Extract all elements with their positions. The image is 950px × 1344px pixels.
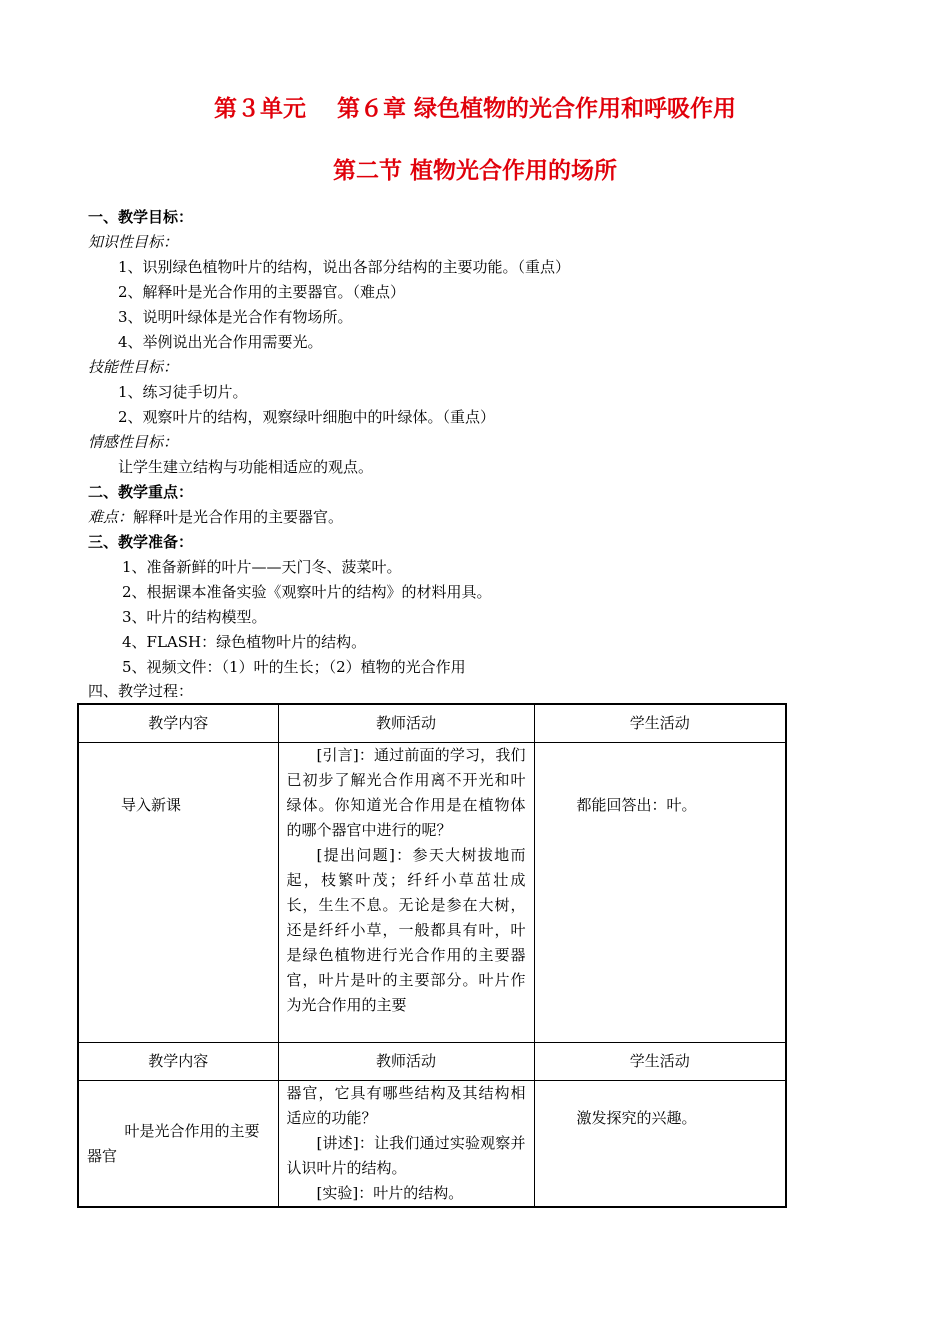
teacher-paragraph: 器官，它具有哪些结构及其结构相适应的功能？ [286, 1084, 526, 1127]
skill-item: 2、观察叶片的结构，观察绿叶细胞中的叶绿体。（重点） [118, 408, 496, 426]
prep-item: 1、准备新鲜的叶片——天门冬、菠菜叶。 [122, 558, 402, 576]
table-row [78, 743, 786, 1043]
emotion-text: 让学生建立结构与功能相适应的观点。 [118, 458, 374, 476]
header-student: 学生活动 [534, 1043, 786, 1081]
table-row [78, 1081, 786, 1208]
emotion-heading: 情感性目标： [88, 433, 179, 451]
knowledge-item: 2、解释叶是光合作用的主要器官。（难点） [118, 283, 406, 301]
row-content: 叶是光合作用的主要器官 [78, 1081, 278, 1208]
prep-heading: 三、教学准备： [88, 533, 194, 551]
teaching-process-table [77, 703, 787, 1208]
knowledge-heading: 知识性目标： [88, 233, 179, 251]
prep-item: 3、叶片的结构模型。 [122, 608, 267, 626]
prep-item: 4、FLASH：绿色植物叶片的结构。 [122, 633, 367, 651]
skill-item: 1、练习徒手切片。 [118, 383, 248, 401]
header-content: 教学内容 [78, 704, 278, 743]
header-teacher: 教师活动 [278, 704, 534, 743]
row-teacher [278, 743, 534, 1043]
section-title: 第二节 植物光合作用的场所 [332, 158, 617, 184]
process-heading: 四、教学过程： [88, 682, 194, 700]
row-content: 导入新课 [78, 743, 278, 1043]
teacher-paragraph: [讲述]：让我们通过实验观察并认识叶片的结构。 [286, 1134, 526, 1177]
difficulty-text: 解释叶是光合作用的主要器官。 [133, 508, 344, 526]
teacher-paragraph: [实验]：叶片的结构。 [316, 1184, 464, 1202]
skill-heading: 技能性目标： [88, 358, 179, 376]
difficulty-label: 难点： [88, 508, 134, 526]
knowledge-item: 1、识别绿色植物叶片的结构，说出各部分结构的主要功能。（重点） [118, 258, 571, 276]
difficulty-line [88, 507, 343, 527]
header-student: 学生活动 [534, 704, 786, 743]
knowledge-item: 4、举例说出光合作用需要光。 [118, 333, 323, 351]
row-teacher [278, 1081, 534, 1208]
teacher-paragraph: [引言]：通过前面的学习，我们已初步了解光合作用离不开光和叶绿体。你知道光合作用是在植物体的哪个器官中进行的呢？ [286, 746, 526, 839]
document-title: 第３单元 第６章 绿色植物的光合作用和呼吸作用 [213, 96, 736, 122]
teacher-paragraph: [提出问题]：参天大树拔地而起，枝繁叶茂；纤纤小草茁壮成长，生生不息。无论是参在大树，还是纤纤小草，一般都具有叶，叶是绿色植物进行光合作用的主要器官，叶片是叶的主要部分。叶片作为光合作用的主要 [286, 846, 526, 1014]
header-content: 教学内容 [78, 1043, 278, 1081]
header-teacher: 教师活动 [278, 1043, 534, 1081]
table-header-row [78, 704, 786, 743]
table-header-row [78, 1043, 786, 1081]
prep-item: 2、根据课本准备实验《观察叶片的结构》的材料用具。 [122, 583, 492, 601]
key-heading: 二、教学重点： [88, 483, 194, 501]
prep-item: 5、视频文件：（1）叶的生长；（2）植物的光合作用 [122, 658, 466, 676]
row-student: 激发探究的兴趣。 [534, 1081, 786, 1208]
goals-heading: 一、教学目标： [88, 208, 194, 226]
knowledge-item: 3、说明叶绿体是光合作有物场所。 [118, 308, 353, 326]
row-student: 都能回答出：叶。 [534, 743, 786, 1043]
